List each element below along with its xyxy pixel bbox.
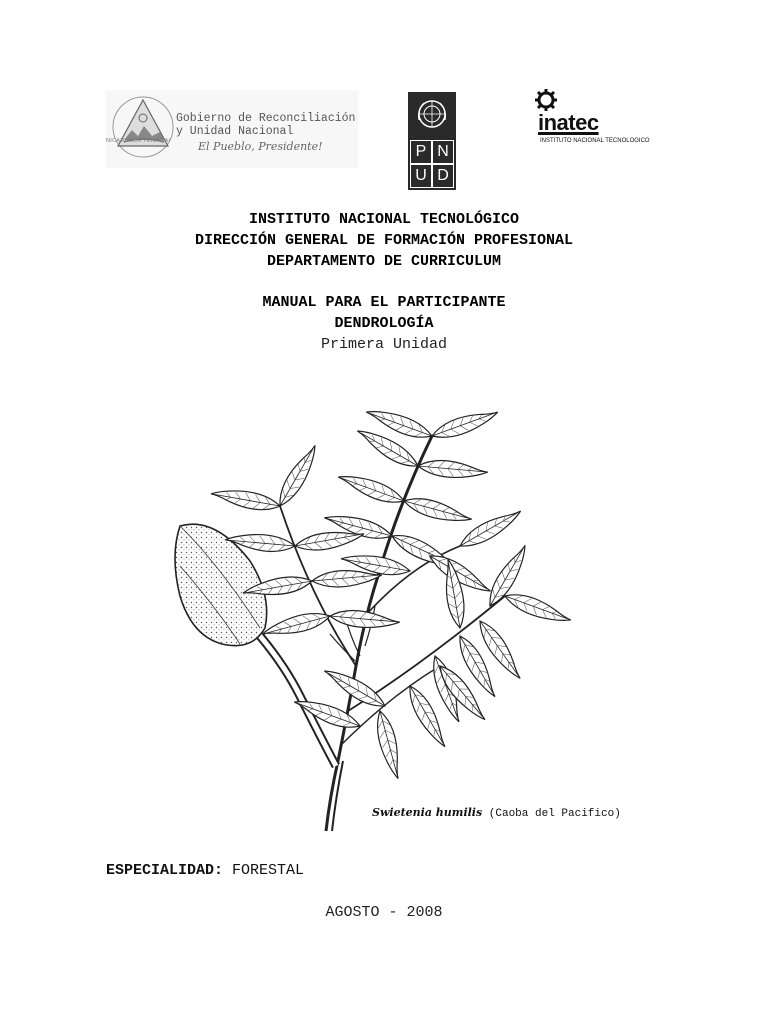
scientific-name: Swietenia humilis — [372, 806, 483, 819]
inatec-subtitle: INSTITUTO NACIONAL TECNOLOGICO — [540, 138, 650, 144]
pnud-letter-p: P — [410, 140, 432, 164]
mahogany-branch-illustration — [160, 366, 610, 836]
direction-name: DIRECCIÓN GENERAL DE FORMACIÓN PROFESIONAL — [194, 232, 574, 249]
pnud-letter-n: N — [432, 140, 454, 164]
common-name: (Caoba del Pacifico) — [488, 808, 621, 820]
gobierno-line-2: y Unidad Nacional — [176, 125, 294, 138]
pnud-letter-d: D — [432, 164, 454, 188]
gear-icon — [534, 88, 558, 112]
inatec-name: inatec — [538, 110, 599, 135]
gobierno-logo — [106, 90, 358, 168]
institution-name: INSTITUTO NACIONAL TECNOLÓGICO — [248, 211, 520, 228]
manual-subject: DENDROLOGÍA — [334, 315, 434, 332]
emblem-ring-text: NICARAGUA TRIUNFA! — [106, 138, 171, 144]
gobierno-line-1: Gobierno de Reconciliación — [176, 112, 356, 125]
pnud-letter-u: U — [410, 164, 432, 188]
gobierno-slogan: El Pueblo, Presidente! — [198, 140, 323, 153]
manual-title: MANUAL PARA EL PARTICIPANTE — [262, 294, 506, 311]
pnud-logo — [408, 92, 456, 190]
un-emblem-icon — [414, 96, 450, 132]
manual-header — [0, 292, 768, 355]
specialty-line — [106, 862, 304, 879]
department-name: DEPARTAMENTO DE CURRICULUM — [266, 253, 502, 270]
inatec-logo — [534, 88, 664, 150]
specialty-label: ESPECIALIDAD: — [106, 862, 224, 879]
document-date: AGOSTO - 2008 — [325, 904, 443, 921]
nicaragua-emblem-icon — [110, 94, 176, 160]
specialty-value: FORESTAL — [232, 862, 305, 879]
illustration-caption — [372, 806, 621, 820]
institution-header — [0, 209, 768, 272]
manual-unit: Primera Unidad — [320, 336, 448, 353]
